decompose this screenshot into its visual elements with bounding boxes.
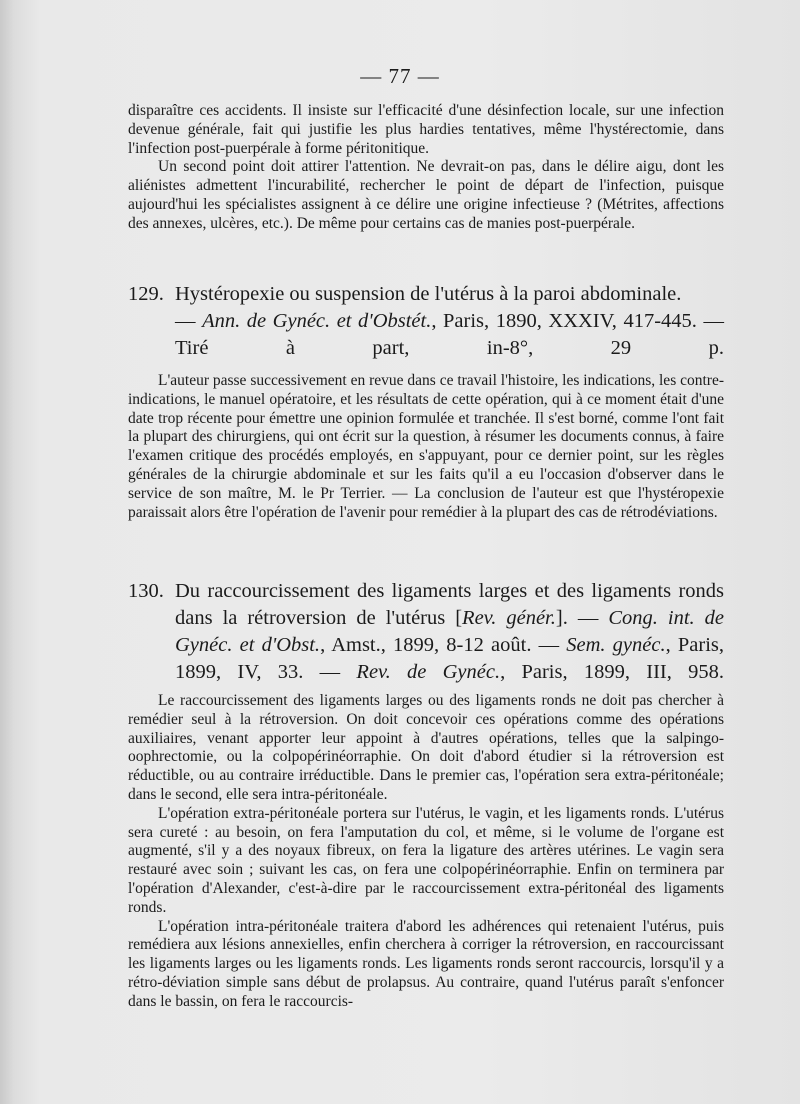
intro-paragraph: Un second point doit attirer l'attention. Ne devrait-on pas, dans le délire aigu, dont les aliénistes admettent l'incurabilité, rechercher le point de départ de l'infection, puisque aujourd'hui les spécialistes assignent à ce délire une origine infectieuse ? (Métrites, affections des annexes, ulcères, etc.). De même pour certains cas de manies post-puerpérale. [128,158,724,232]
journal-reference: Cong. int. de Gynéc. et d'Obst. [175,607,724,656]
summary-paragraph: Le raccourcissement des ligaments larges ou des ligaments ronds ne doit pas chercher à remédier seul à la rétroversion. On doit concevoir ces opérations comme des opérations auxiliaires, venant apporter leur appoint à d'autres opérations, telles que la salpingo-oophrectomie, ou la colpopérinéorraphie. On doit d'abord étudier si la rétroversion est réductible, ou au contraire irréductible. Dans le premier cas, l'opération sera extra-péritonéale; dans le second, elle sera intra-péritonéale. [128,692,724,803]
entry-title-text: Du raccourcissement des ligaments larges et des ligaments ronds dans la rétroversion de l'utérus [ [175,580,724,629]
entry-129-heading [128,281,724,361]
reference-details: , Paris, 1899, III, 958. [500,661,724,683]
entry-130-summary [128,692,724,1012]
entry-number: 129. [128,283,164,305]
page-number: — 77 — [360,64,440,88]
journal-reference: Ann. de Gynéc. et d'Obstét. [202,310,432,332]
journal-reference: Rev. de Gynéc. [356,661,501,683]
reference-details: , Paris, 1899, IV, 33. — [175,634,725,683]
journal-reference: Rev. génér. [462,607,556,629]
summary-paragraph: L'opération intra-péritonéale traitera d'abord les adhérences qui retenaient l'utérus, puis remédiera aux lésions annexielles, enfin cherchera à corriger la rétroversion, en raccourcissant les ligaments larges ou les ligaments ronds. Les ligaments ronds seront raccourcis, lorsqu'il y a rétro-déviation simple sans début de prolapsus. Au contraire, quand l'utérus paraît s'enfoncer dans le bassin, on fera le raccourcis- [128,917,724,1010]
reference-dash: — [175,310,203,332]
entry-number: 130. [128,580,164,602]
entry-129-summary [128,372,724,522]
reference-details: , Paris, 1890, XXXIV, 417-445. — Tiré à part, in-8°, 29 p. [175,310,724,359]
intro-text-block [128,102,724,234]
entry-title-text: Hystéropexie ou suspension de l'utérus à la paroi abdominale. [175,283,682,305]
summary-paragraph: L'opération extra-péritonéale portera sur l'utérus, le vagin, et les ligaments ronds. L'utérus sera cureté : au besoin, on fera l'amputation du col, et même, si le volume de l'organe est augmenté, s'il y a des noyaux fibreux, on fera la ligature des artères utérines. Le vagin sera restauré avec soin ; suivant les cas, on fera une colpopérinéorraphie. Enfin on terminera par l'opération d'Alexander, c'est-à-dire par le raccourcissement extra-péritonéal des ligaments ronds. [128,804,724,916]
reference-separator: ]. — [555,607,609,629]
intro-paragraph: disparaître ces accidents. Il insiste sur l'efficacité d'une désinfection locale, sur une infection devenue générale, fait qui justifie les plus hardies tentatives, même l'hystérectomie, dans l'infection post-puerpérale à forme péritonitique. [128,102,724,157]
reference-details: , Amst., 1899, 8-12 août. — [320,634,567,656]
summary-paragraph: L'auteur passe successivement en revue dans ce travail l'histoire, les indications, les contre-indications, le manuel opératoire, et les résultats de cette opération, qui à ce moment était d'une date trop récente pour émettre une opinion formulée et tranchée. Il s'est borné, comme l'ont fait la plupart des chirurgiens, qui ont écrit sur la question, à résumer les documents connus, à faire l'examen critique des procédés employés, en s'appuyant, pour ce dernier point, sur les règles générales de la chirurgie abdominale et sur les faits qu'il a eu l'occasion d'observer dans le service de son maître, M. le Pr Terrier. — La conclusion de l'auteur est que l'hystéropexie paraissait alors être l'opération de l'avenir pour remédier à la plupart des cas de rétrodéviations. [128,372,724,521]
entry-130-heading [128,578,724,686]
journal-reference: Sem. gynéc. [566,634,666,656]
